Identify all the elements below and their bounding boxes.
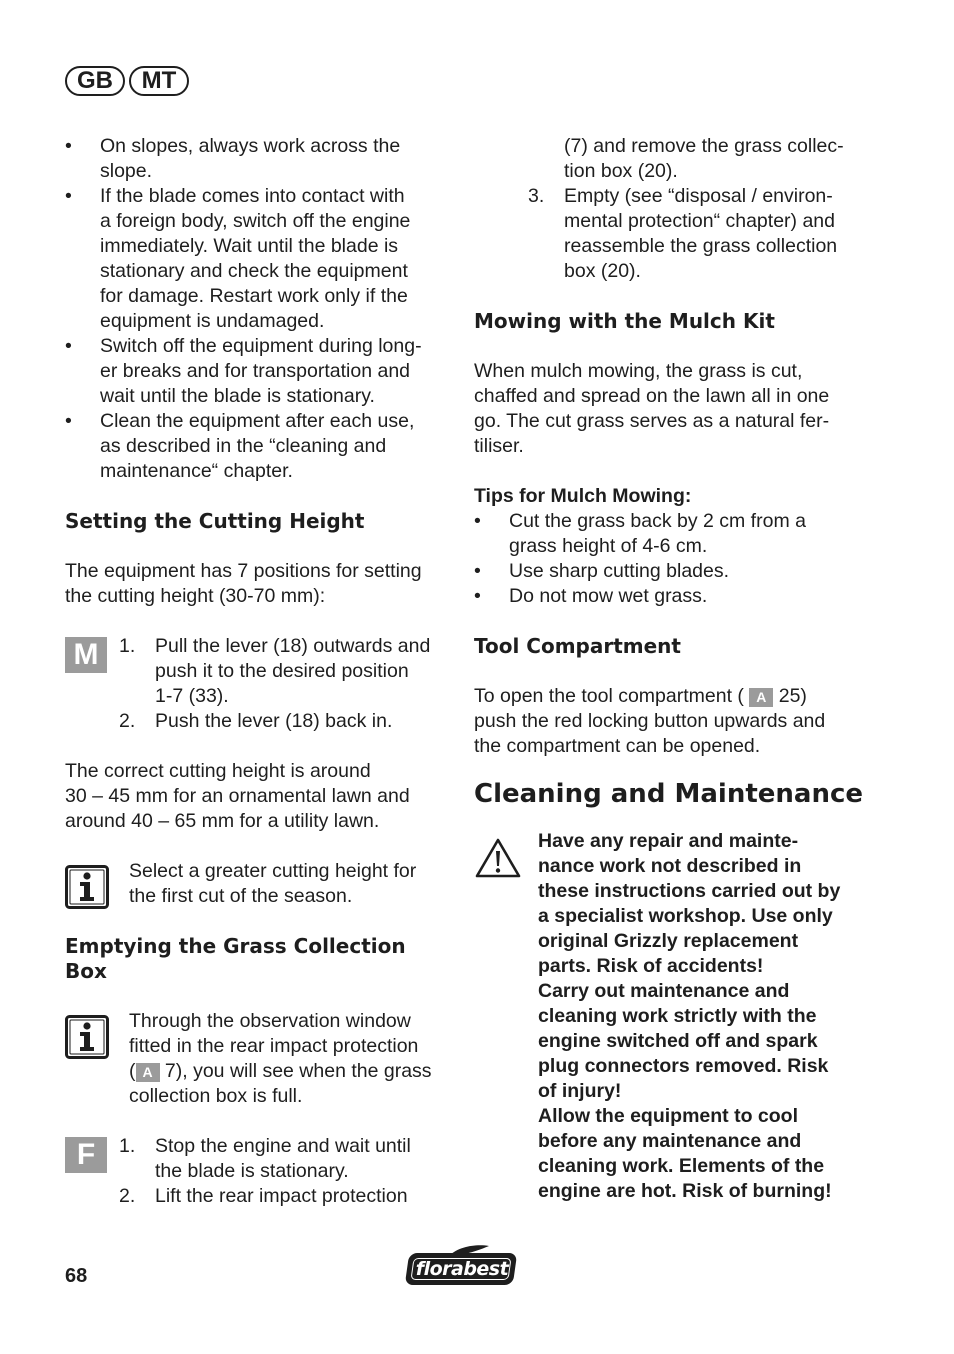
bullet-item: • Use sharp cutting blades. — [474, 560, 730, 582]
bullet-item: • On slopes, always work across the slope. — [65, 135, 401, 182]
brand-wordmark: florabest — [415, 1258, 509, 1280]
brand-logo — [405, 1244, 519, 1290]
bullet-item: • Do not mow wet grass. — [474, 585, 708, 607]
bullet-item: • If the blade comes into contact with a foreign body, switch off the engine immediately. Wait until the blade is stationary and check the equipment for damage. Restart work only if the equipment is undamaged. — [65, 185, 411, 332]
step-item: 2. Lift the rear impact protection — [119, 1185, 408, 1207]
heading-mulch-kit: Mowing with the Mulch Kit — [474, 309, 775, 333]
page-number: 68 — [65, 1265, 88, 1287]
warning-block — [474, 829, 874, 1204]
emptying-steps — [65, 1134, 455, 1209]
cutting-height-intro: The equipment has 7 positions for setting the cutting height (30-70 mm): — [65, 560, 422, 607]
warning-triangle-icon — [474, 837, 522, 879]
tool-compartment-paragraph: To open the tool compartment ( A 25) push the red locking button upwards and the compartment can be opened. — [474, 685, 826, 757]
bullet-dot: • — [474, 585, 481, 607]
language-badge-mt: MT — [129, 66, 189, 96]
left-column — [65, 134, 455, 1209]
mulch-paragraph: When mulch mowing, the grass is cut, chaffed and spread on the lawn all in one go. The cut grass serves as a natural fer- tiliser. — [474, 360, 830, 457]
info-note-first-cut: Select a greater cutting height for the first cut of the season. — [65, 859, 455, 909]
info-icon — [65, 865, 109, 909]
instruction-tag-f: F — [65, 1137, 107, 1173]
correct-cutting-height-note: The correct cutting height is around 30 – 45 mm for an ornamental lawn and around 40 – 65 mm for a utility lawn. — [65, 760, 410, 832]
language-badge-gb: GB — [65, 66, 125, 96]
mulch-tips-list — [474, 509, 874, 609]
cutting-height-steps — [65, 634, 455, 734]
tips-heading: Tips for Mulch Mowing: — [474, 485, 692, 507]
right-column — [474, 134, 874, 1204]
bullet-dot: • — [474, 510, 481, 532]
instruction-tag-m: M — [65, 637, 107, 673]
info-icon — [65, 1015, 109, 1059]
step-continuation: (7) and remove the grass collec- tion box (20). — [564, 135, 844, 182]
safety-bullet-list — [65, 134, 455, 484]
bullet-dot: • — [65, 135, 72, 157]
bullet-dot: • — [65, 185, 72, 207]
heading-cleaning-maintenance: Cleaning and Maintenance — [474, 779, 863, 809]
warning-text: Have any repair and mainte- nance work not described in these instructions carried out by a specialist workshop. Use only original Grizzly replacement parts. Risk of accidents! Carry out maintenance and cleaning work strictly with the engine switched off and spark plug connectors removed. Risk of injury! Allow the equipment to cool before any maintenance and cleaning work. Elements of the engine are hot. Risk of burning! — [538, 830, 841, 1202]
bullet-item: • Clean the equipment after each use, as described in the “cleaning and maintenance“ chapter. — [65, 410, 415, 482]
bullet-dot: • — [65, 410, 72, 432]
figure-reference-a: A — [749, 688, 773, 707]
figure-reference-a: A — [136, 1063, 160, 1082]
bullet-dot: • — [474, 560, 481, 582]
heading-cutting-height: Setting the Cutting Height — [65, 509, 365, 533]
heading-tool-compartment: Tool Compartment — [474, 634, 681, 658]
step-item: 1. Pull the lever (18) outwards and push it to the desired position 1-7 (33). — [119, 635, 431, 707]
bullet-item: • Switch off the equipment during long- er breaks and for transportation and wait until the blade is stationary. — [65, 335, 422, 407]
step-item: 1. Stop the engine and wait until the blade is stationary. — [119, 1135, 411, 1182]
bullet-dot: • — [65, 335, 72, 357]
step-item: 2. Push the lever (18) back in. — [119, 710, 393, 732]
step-item: 3. Empty (see “disposal / environ- mental protection“ chapter) and reassemble the grass collection box (20). — [528, 185, 838, 282]
heading-emptying-grass-box: Emptying the Grass Collection Box — [65, 934, 406, 983]
info-note-observation-window: Through the observation window fitted in the rear impact protection ( A 7), you will see when the grass collection box is full. — [65, 1009, 455, 1109]
bullet-item: • Cut the grass back by 2 cm from a grass height of 4-6 cm. — [474, 510, 806, 557]
